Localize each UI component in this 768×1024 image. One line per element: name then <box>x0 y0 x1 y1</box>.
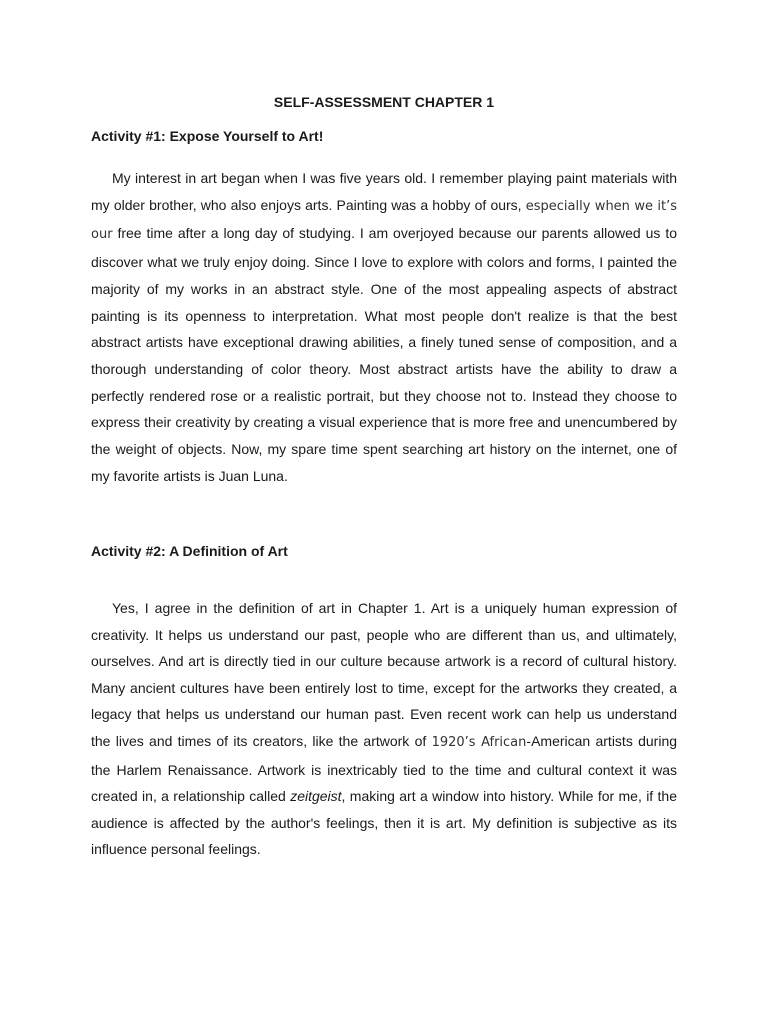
activity-1-text-alt-font: especially when we it’s our <box>91 198 677 243</box>
activity-2-text-alt-font: 1920’s African <box>431 734 527 750</box>
document-title: SELF-ASSESSMENT CHAPTER 1 <box>273 94 495 110</box>
activity-2-italic-term: zeitgeist <box>290 788 342 805</box>
activity-2-paragraph <box>91 595 677 863</box>
activity-2-text-part-b: -American artists during the Harlem Renaissance. Artwork is inextricably tied to the time and cultural context it was created in, a relationship called <box>91 732 678 805</box>
activity-1-text-part-b: free time after a long day of studying. I am overjoyed because our parents allowed us to discover what we truly enjoy doing. Since I love to explore with colors and forms, I painted the majority of my works in an abstract style. One of the most appealing aspects of abstract painting is its openness to interpretation. What most people don't realize is that the best abstract artists have exceptional drawing abilities, a finely tuned sense of composition, and a thorough understanding of color theory. Most abstract artists have the ability to draw a perfectly rendered rose or a realistic portrait, but they choose not to. Instead they choose to express their creativity by creating a visual experience that is more free and unencumbered by the weight of objects. Now, my spare time spent searching art history on the internet, one of my favorite artists is Juan Luna. <box>91 225 677 484</box>
activity-1-paragraph <box>91 165 677 489</box>
activity-1-heading: Activity #1: Expose Yourself to Art! <box>91 128 324 144</box>
activity-2-text-part-c: , making art a window into history. While for me, if the audience is affected by the author's feelings, then it is art. My definition is subjective as its influence personal feelings. <box>91 788 677 858</box>
activity-1-text-part-a: My interest in art began when I was five years old. I remember playing paint materials with my older brother, who also enjoys arts. Painting was a hobby of ours, <box>91 170 677 213</box>
activity-2-text-part-a: Yes, I agree in the definition of art in Chapter 1. Art is a uniquely human expression of creativity. It helps us understand our past, people who are different than us, and ultimately, ourselves. And art is directly tied in our culture because artwork is a record of cultural history. Many ancient cultures have been entirely lost to time, except for the artworks they created, a legacy that helps us understand our human past. Even recent work can help us understand the lives and times of its creators, like the artwork of <box>91 600 677 749</box>
activity-2-heading: Activity #2: A Definition of Art <box>91 543 288 559</box>
